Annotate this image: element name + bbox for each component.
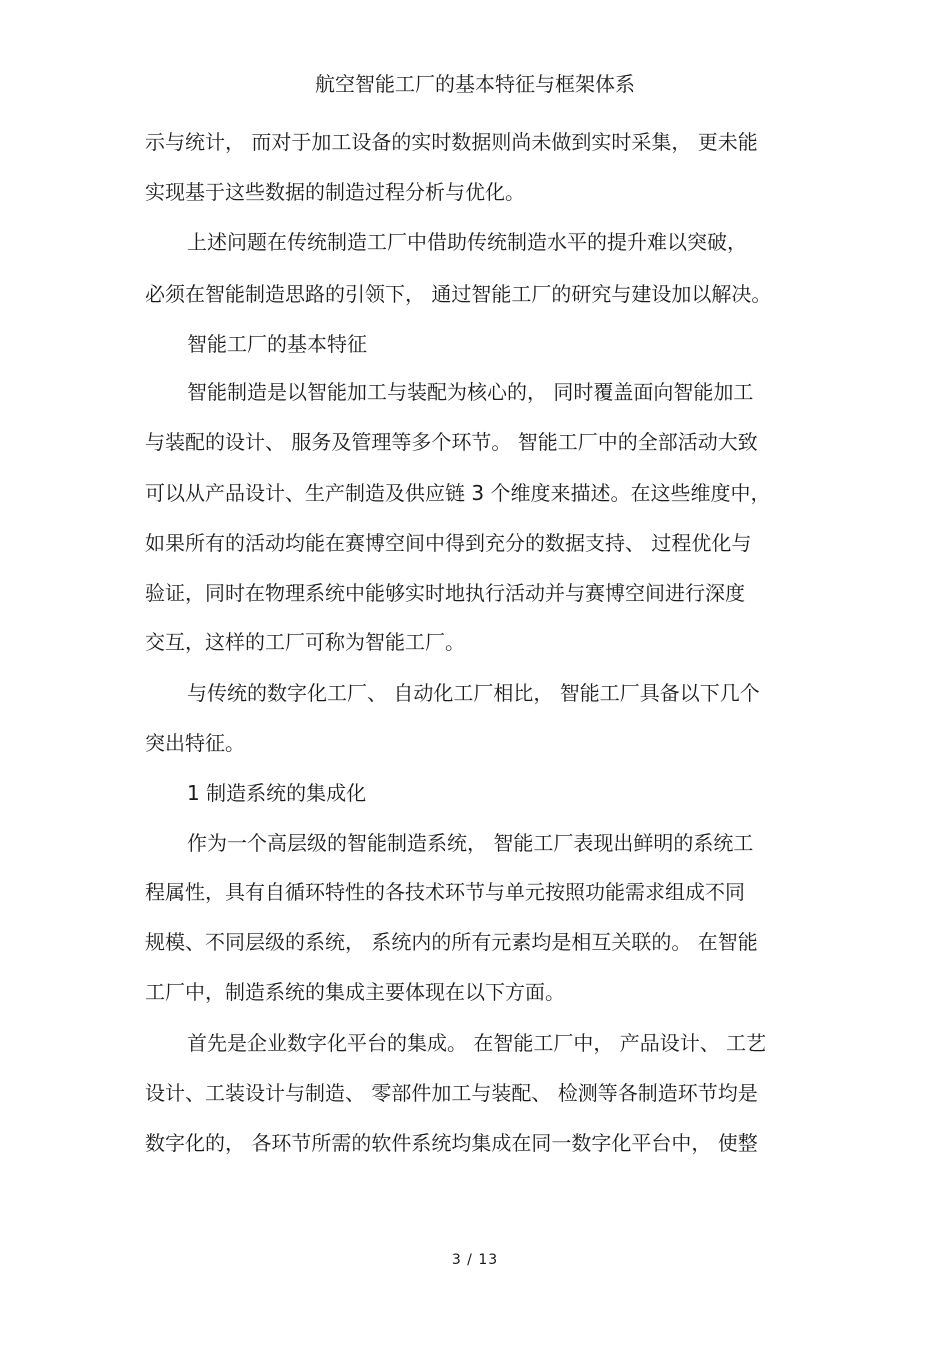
body-line: 数字化的， 各环节所需的软件系统均集成在同一数字化平台中， 使整: [145, 1131, 758, 1155]
body-line: 工厂中，制造系统的集成主要体现在以下方面。: [145, 980, 565, 1004]
body-line: 示与统计， 而对于加工设备的实时数据则尚未做到实时采集， 更未能: [145, 130, 758, 154]
body-line: 上述问题在传统制造工厂中借助传统制造水平的提升难以突破，: [187, 230, 747, 254]
body-line: 与传统的数字化工厂、 自动化工厂相比， 智能工厂具备以下几个: [187, 681, 760, 705]
body-line: 智能制造是以智能加工与装配为核心的， 同时覆盖面向智能加工: [187, 380, 754, 404]
body-line: 程属性，具有自循环特性的各技术环节与单元按照功能需求组成不同: [145, 880, 745, 904]
body-line: 突出特征。: [145, 731, 245, 755]
section-heading: 智能工厂的基本特征: [187, 332, 367, 356]
running-header: 航空智能工厂的基本特征与框架体系: [315, 72, 635, 96]
page-number: 3 / 13: [451, 1252, 499, 1268]
body-line: 实现基于这些数据的制造过程分析与优化。: [145, 180, 525, 204]
body-line: 设计、工装设计与制造、 零部件加工与装配、 检测等各制造环节均是: [145, 1081, 758, 1105]
body-line: 必须在智能制造思路的引领下， 通过智能工厂的研究与建设加以解决。: [145, 282, 772, 306]
body-line: 首先是企业数字化平台的集成。 在智能工厂中， 产品设计、 工艺: [187, 1031, 767, 1055]
body-line: 如果所有的活动均能在赛博空间中得到充分的数据支持、 过程优化与: [145, 531, 752, 555]
body-line: 与装配的设计、 服务及管理等多个环节。 智能工厂中的全部活动大致: [145, 430, 758, 454]
body-line: 规模、不同层级的系统， 系统内的所有元素均是相互关联的。 在智能: [145, 930, 758, 954]
body-line: 作为一个高层级的智能制造系统， 智能工厂表现出鲜明的系统工: [187, 831, 754, 855]
body-line: 交互，这样的工厂可称为智能工厂。: [145, 630, 465, 654]
subsection-heading: 1 制造系统的集成化: [187, 781, 367, 805]
body-line: 可以从产品设计、生产制造及供应链 3 个维度来描述。在这些维度中，: [145, 481, 771, 505]
body-line: 验证，同时在物理系统中能够实时地执行活动并与赛博空间进行深度: [145, 581, 745, 605]
